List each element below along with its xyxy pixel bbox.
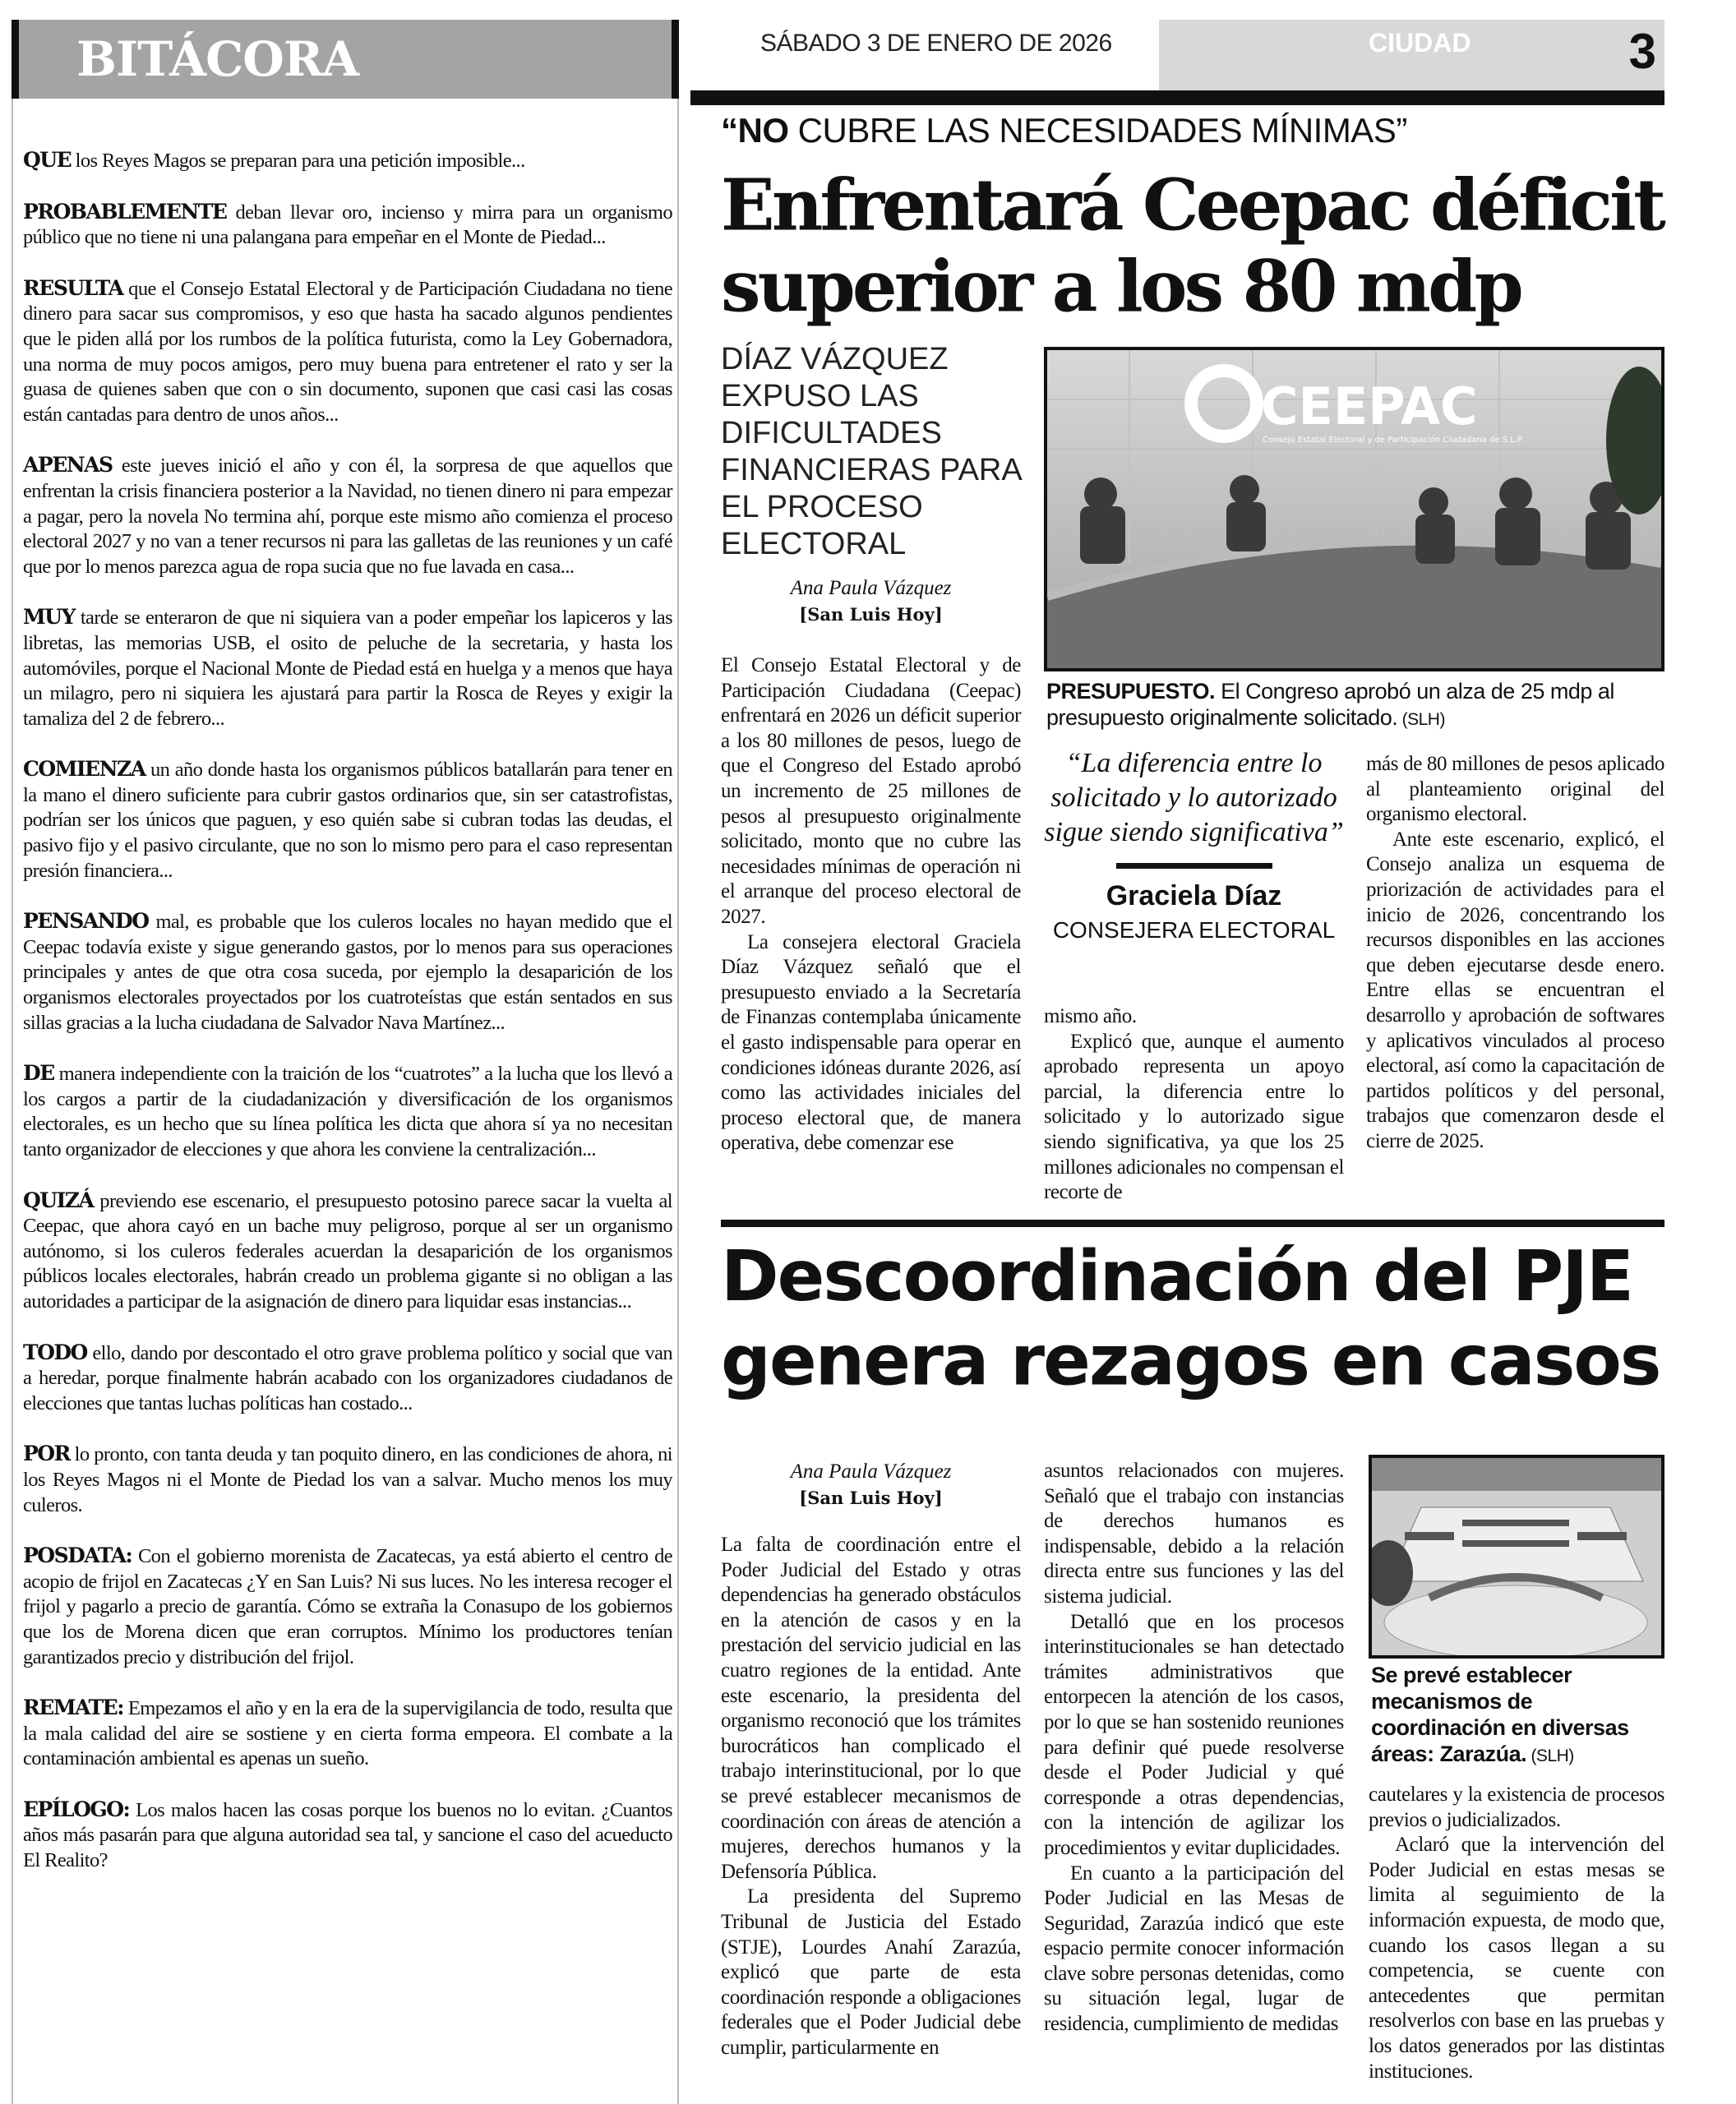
pull-quote (1044, 746, 1344, 944)
paragraph: asuntos relacionados con mujeres. Señaló que el trabajo con instancias de derechos humanos es indispensable, debido a la relación directa entre sus funciones y las del sistema judicial. (1044, 1460, 1344, 1608)
item-text: manera independiente con la traición de los “cuatrotes” a la lucha que los llevó a los cargos a partir de la ciudadanización y diversificación de los organismos electorales, es un hecho que su línea política les dicta que ahora sí ya no necesitan tanto organizador de elecciones y que ahora les conviene la centralización... (23, 1063, 672, 1160)
article1-column-2 (1044, 1004, 1344, 1206)
article1-column-3 (1366, 752, 1664, 1155)
section-name: CIUDAD (1369, 28, 1471, 58)
paragraph: Detalló que en los procesos interinstitucionales se han detectado trámites administrativos que entorpecen la atención de los casos, por lo que se han sostenido reuniones para definir qué puede resolverse desde el Poder Judicial y qué corresponde a otras dependencias, con la intención de agilizar los procedimientos y evitar duplicidades. (1044, 1610, 1344, 1859)
quote-name: Graciela Díaz (1106, 880, 1282, 911)
article1-column-1 (721, 653, 1021, 1156)
ceepac-logo: CEEPAC (1261, 376, 1478, 436)
article-divider (721, 1220, 1664, 1227)
caption-text: El Congreso aprobó un alza de 25 mdp al presupuesto originalmente solicitado. (1046, 679, 1614, 730)
item-text: Empezamos el año y en la era de la supervigilancia de todo, resulta que la mala calidad del aire se sostiene y en cierta forma empeora. El combate a la contaminación ambiental es apenas un sueño. (23, 1697, 672, 1770)
item-text: tarde se enteraron de que ni siquiera van a poder empeñar los lapiceros y las libretas, las memorias USB, el osito de peluche de la secretaria, y hasta los automóviles, porque el Nacional Monte de Piedad está en huelga y a menos que haya un milagro, pero ni siquiera les ajustará para partir la Rosca de Reyes y exigir la tamaliza del 2 de febrero... (23, 607, 672, 730)
paragraph: cautelares y la existencia de procesos previos o judicializados. (1369, 1783, 1664, 1831)
kicker-bold: “NO (721, 111, 789, 150)
item-lead: PENSANDO (23, 909, 149, 934)
item-text: Con el gobierno morenista de Zacatecas, ya está abierto el centro de acopio de frijol en Zacatecas ¿Y en San Luis? Ni sus luces. No les interesa recoger el frijol y pagarlo a precio de garantía. Cómo se extraña la Conasupo de los gobiernos que los de Morena dicen que eran corruptos. Mínimo los productores tenían garantizados precio y distribución del frijol. (23, 1545, 672, 1668)
bitacora-item (23, 1340, 672, 1417)
paragraph: El Consejo Estatal Electoral y de Participación Ciudadana (Ceepac) enfrentará en 2026 un déficit superior a los 80 millones de pesos, luego de que el Congreso del Estado aprobó un incremento de 25 millones de pesos al presupuesto originalmente solicitado, monto que no cubre las necesidades mínimas de operación ni el arranque del proceso electoral de 2027. (721, 654, 1021, 928)
item-text: Los malos hacen las cosas porque los buenos no lo evitan. ¿Cuantos años más pasarán para que alguna autoridad sea tal, y sancione el caso del acueducto El Realito? (23, 1798, 672, 1872)
section-tab (1159, 20, 1664, 90)
bitacora-item (23, 1188, 672, 1315)
paragraph: La falta de coordinación entre el Poder Judicial del Estado y otras dependencias ha generado obstáculos en la atención de casos y en la prestación del servicio judicial en las cuatro regiones de la entidad. Ante este escenario, la presidenta del organismo reconoció que los trámites burocráticos han complicado el trabajo interinstitucional, por lo que se prevé establecer mecanismos de coordinación con áreas de atención a mujeres, derechos humanos y la Defensoría Pública. (721, 1534, 1021, 1883)
item-lead: TODO (23, 1340, 87, 1364)
item-lead: EPÍLOGO: (23, 1797, 130, 1821)
item-lead: POSDATA: (23, 1543, 132, 1568)
bitacora-item (23, 1061, 672, 1162)
bitacora-item (23, 1543, 672, 1670)
bitacora-item (23, 148, 672, 174)
article1-headline: Enfrentará Ceepac déficit superior a los 80 mdp (721, 164, 1664, 329)
outlet: [San Luis Hoy] (799, 1488, 943, 1508)
item-text: este jueves inició el año y con él, la sorpresa de que aquellos que enfrentan la crisis financiera posterior a la Navidad, no tienen dinero ni para empezar a pagar, pero la novela No termina ahí, porque este mismo año comienza el proceso electoral 2027 y no van a tener recursos ni para las galletas de las reuniones y un café que por lo menos parezca agua de ropa sucia que no fue lavada en casa... (23, 454, 672, 578)
item-lead: PROBABLEMENTE (23, 199, 227, 224)
item-lead: POR (23, 1442, 70, 1466)
bitacora-item (23, 1442, 672, 1518)
article2-byline (721, 1459, 1021, 1511)
paragraph: mismo año. (1044, 1005, 1137, 1027)
bitacora-item (23, 1696, 672, 1772)
bitacora-item (23, 200, 672, 251)
paragraph: La presidenta del Supremo Tribunal de Justicia del Estado (STJE), Lourdes Anahí Zarazúa, explicó que parte de esta coordinación responde a obligaciones federales que el Poder Judicial debe cumplir, particularmente en (721, 1885, 1021, 2059)
paragraph: Explicó que, aunque el aumento aprobado representa un apoyo parcial, la diferencia entre lo solicitado y lo autorizado sigue siendo significativa, ya que los 25 millones adicionales no compensan el recorte de (1044, 1030, 1344, 1204)
quote-role: CONSEJERA ELECTORAL (1052, 917, 1336, 943)
item-lead: MUY (23, 605, 75, 630)
caption-lead: PRESUPUESTO. (1046, 679, 1216, 704)
bitacora-header (12, 20, 679, 99)
bitacora-title: BITÁCORA (76, 31, 359, 87)
item-text: deban llevar oro, incienso y mirra para un organismo público que no tiene ni una palangana para empeñar en el Monte de Piedad... (23, 201, 673, 249)
item-lead: RESULTA (23, 275, 123, 300)
quote-divider (1116, 863, 1272, 869)
item-lead: REMATE: (23, 1696, 123, 1720)
author: Ana Paula Vázquez (790, 1460, 952, 1483)
item-text: previendo ese escenario, el presupuesto potosino parece sacar la vuelta al Ceepac, que ahora cayó en un bache muy peligroso, porque al ser un organismo autónomo, si los culeros federales acuerdan la desaparición de los organismos públicos locales electorales, habrán creado un problema gigante si no obligan a las autoridades a participar de la asignación de dinero para liquidar esas instancias... (23, 1189, 672, 1313)
caption-text: Se prevé establecer mecanismos de coordinación en diversas áreas: Zarazúa. (1371, 1663, 1629, 1766)
judicial-building-photo (1369, 1455, 1664, 1659)
article2-headline: Descoordinación del PJE genera rezagos en casos (721, 1234, 1660, 1401)
kicker-rest: CUBRE LAS NECESIDADES MÍNIMAS” (788, 111, 1407, 150)
outlet: [San Luis Hoy] (799, 604, 943, 625)
article1-kicker (721, 111, 1407, 150)
item-text: un año donde hasta los organismos públicos batallarán para tener en la mano el dinero suficiente para cubrir gastos ordinarios que, sin ser catastrofistas, podrían ser los únicos que paguen, y eso quién sabe si cubran todas las deudas, el pasivo fijo y el pasivo circulante, que no son lo mismo pero para el caso representan presión financiera... (23, 759, 672, 882)
bitacora-item (23, 605, 672, 731)
item-lead: COMIENZA (23, 757, 145, 782)
article2-column-3 (1369, 1783, 1664, 2084)
caption-source: (SLH) (1526, 1746, 1574, 1765)
article2-photo-caption (1371, 1662, 1667, 1769)
article2-column-1 (721, 1533, 1021, 2060)
bitacora-item (23, 757, 672, 884)
article1-photo-caption (1046, 678, 1667, 733)
paragraph: Ante este escenario, explicó, el Consejo analiza un esquema de priorización de actividades para el inicio de 2026, concentrando los recursos disponibles en las acciones que deben ejecutarse desde enero. Entre ellas se encuentran el desarrollo y aprobación de softwares y aplicativos vinculados al proceso electoral, así como la capacitación de partidos políticos y del personal, trabajos que comenzaron desde el cierre de 2025. (1366, 828, 1664, 1152)
item-lead: DE (23, 1061, 54, 1086)
item-text: ello, dando por descontado el otro grave problema político y social que van a heredar, porque finalmente habrán acabado con los organizadores ciudadanos de elecciones que tantas luchas políticas han costado... (23, 1341, 672, 1414)
bitacora-item (23, 453, 672, 579)
ceepac-meeting-photo (1044, 347, 1664, 671)
item-text: los Reyes Magos se preparan para una petición imposible... (75, 150, 525, 172)
item-text: mal, es probable que los culeros locales no hayan medido que el Ceepac todavía existe y sigue generando gastos, por lo menos para sus operaciones principales y antes de que otra cosa suceda, por ejemplo la desaparición de los organismos electorales proyectados por los cuatroteístas que están sentados en sus sillas gracias a la lucha ciudadana de Salvador Nava Martínez... (23, 911, 673, 1034)
caption-source: (SLH) (1397, 710, 1445, 729)
article1-byline (721, 575, 1021, 628)
page-number: 3 (1628, 24, 1656, 79)
ceepac-logo-subtitle: Consejo Estatal Electoral y de Participación Ciudadana de S.L.P. (1263, 436, 1524, 445)
bitacora-item (23, 1797, 672, 1874)
bitacora-text (23, 148, 672, 1899)
item-text: lo pronto, con tanta deuda y tan poquito dinero, en las condiciones de ahora, ni los Reyes Magos ni el Monte de Piedad los van a salvar. Mucho menos los muy culeros. (23, 1443, 673, 1516)
item-lead: APENAS (23, 453, 113, 478)
article2-column-2 (1044, 1459, 1344, 2037)
article1-deck: DÍAZ VÁZQUEZ EXPUSO LAS DIFICULTADES FINANCIERAS PARA EL PROCESO ELECTORAL (721, 342, 1021, 561)
item-lead: QUE (23, 148, 72, 172)
paragraph: Aclaró que la intervención del Poder Judicial en estas mesas se limita al seguimiento de la información expuesta, de modo que, cuando los casos llegan a su competencia, se cuente con antecedentes que permitan resolverlos con base en las pruebas y los datos generados por las distintas instituciones. (1369, 1834, 1664, 2083)
issue-date: SÁBADO 3 DE ENERO DE 2026 (760, 30, 1112, 57)
paragraph: En cuanto a la participación del Poder Judicial en las Mesas de Seguridad, Zarazúa indicó que este espacio permite conocer información clave sobre personas detenidas, como su situación legal, lugar de residencia, cumplimiento de medidas (1044, 1862, 1344, 2036)
quote-text: “La diferencia entre lo solicitado y lo autorizado sigue siendo significativa” (1044, 748, 1344, 847)
author: Ana Paula Vázquez (790, 577, 952, 599)
bitacora-item (23, 909, 672, 1036)
bitacora-item (23, 276, 672, 428)
item-text: que el Consejo Estatal Electoral y de Participación Ciudadana no tiene dinero para sacar sus compromisos, y eso que hasta ha sacado algunos pendientes que le piden allá por los rumbos de la política futurista, como la Ley Gobernadora, una norma de muy pocos amigos, pero muy buena para entretener el rato y ser la guasa de quienes saben que con o sin documento, suponen que casi casi las cosas están cantadas para dentro de unos años... (23, 277, 673, 426)
paragraph: más de 80 millones de pesos aplicado al planteamiento original del organismo electoral. (1366, 753, 1664, 826)
paragraph: La consejera electoral Graciela Díaz Vázquez señaló que el presupuesto enviado a la Secretaría de Finanzas contemplaba únicamente el gasto indispensable para operar en condiciones idóneas durante 2026, así como las actividades iniciales del proceso electoral que, de manera operativa, debe comenzar ese (721, 930, 1021, 1155)
header-rule (690, 90, 1664, 105)
item-lead: QUIZÁ (23, 1188, 94, 1212)
